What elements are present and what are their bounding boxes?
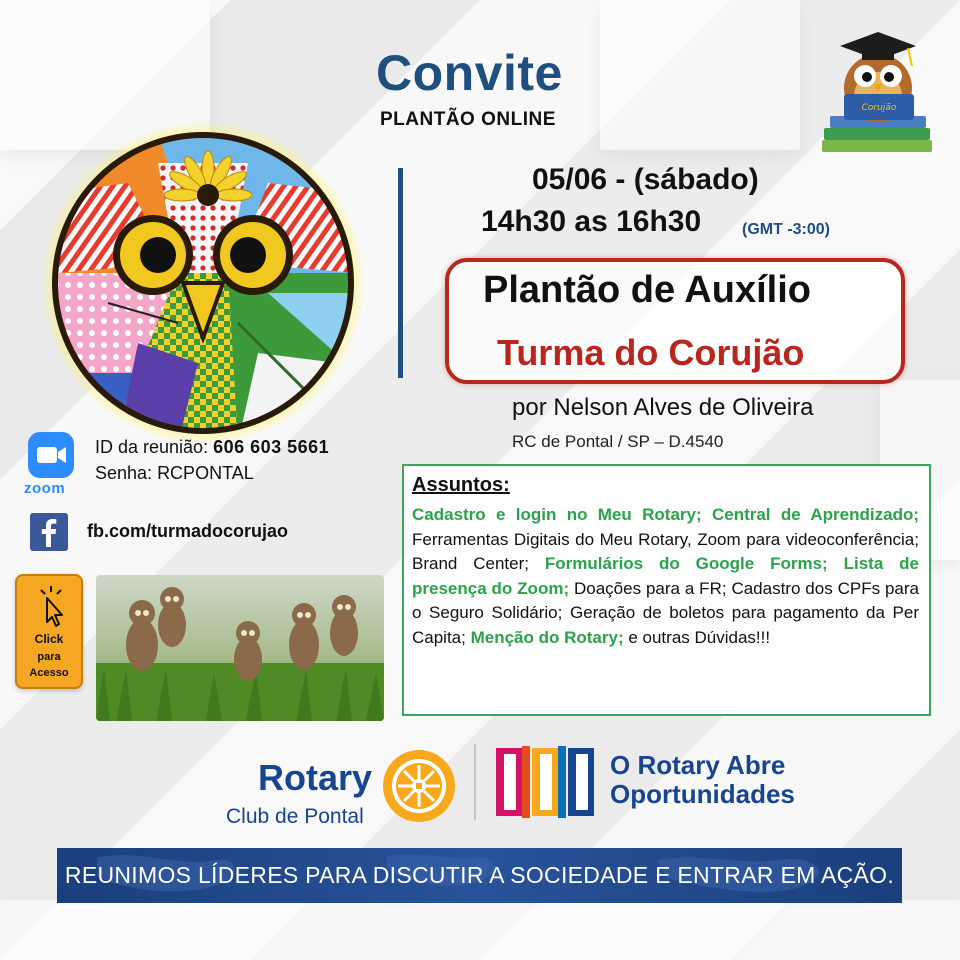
topics-box (402, 464, 931, 716)
rotary-slogan-line-1: O Rotary Abre (610, 750, 786, 780)
meeting-password-label: Senha: (95, 463, 158, 483)
event-time: 14h30 as 16h30 (481, 205, 702, 238)
access-button-label-1: Click (34, 632, 64, 646)
rotary-slogan (610, 751, 795, 809)
topic-highlight: Cadastro e login no Meu Rotary; Central de Aprendizado; (412, 505, 919, 524)
event-date: 05/06 - (sábado) (532, 163, 759, 196)
presenter-club: RC de Pontal / SP – D.4540 (512, 432, 724, 451)
topic-text: Doações para a FR; Cadastro dos CPFs para o Seguro Solidário; Geração de boletos para pagamento da Per Capita; (412, 578, 919, 647)
background-tile (0, 900, 960, 960)
zoom-label: zoom (24, 480, 66, 497)
topic-text: Ferramentas Digitais do Meu Rotary, Zoom para videoconferência; Brand Center; (412, 529, 919, 573)
svg-text:Corujão: Corujão (861, 103, 897, 113)
page-title: Convite (376, 45, 563, 101)
facebook-icon[interactable] (30, 513, 68, 551)
topic-highlight: Menção do Rotary; (470, 627, 624, 647)
event-timezone: (GMT -3:00) (742, 221, 830, 238)
topics-heading: Assuntos: (412, 474, 510, 496)
open-doors-icon (494, 744, 596, 820)
access-button-label-3: Acesso (29, 667, 69, 679)
rotary-wheel-icon (379, 746, 459, 826)
club-name: Club de Pontal (226, 805, 364, 828)
zoom-icon[interactable] (28, 432, 74, 478)
topic-text: e outras Dúvidas!!! (623, 627, 771, 647)
owl-emblem-image (38, 123, 368, 443)
facebook-link[interactable]: fb.com/turmadocorujao (87, 521, 289, 541)
event-group-name: Turma do Corujão (497, 332, 805, 373)
meeting-id-label: ID da reunião: (95, 437, 214, 457)
topics-body (412, 503, 919, 650)
footer-divider (474, 744, 476, 820)
presenter-line (512, 394, 813, 422)
rotary-wordmark: Rotary (258, 757, 373, 798)
meeting-password (95, 463, 254, 484)
background-tile (600, 0, 800, 150)
access-button[interactable] (15, 574, 83, 689)
cursor-click-icon (36, 584, 66, 628)
meeting-id (95, 437, 329, 458)
page-subtitle: PLANTÃO ONLINE (380, 109, 556, 130)
access-button-label-2: para (37, 651, 61, 663)
footer-banner (57, 848, 902, 903)
presenter-prefix: por (512, 394, 554, 421)
owl-mascot-logo (820, 18, 938, 156)
event-title: Plantão de Auxílio (483, 269, 811, 311)
accent-bar (398, 168, 403, 378)
presenter-name: Nelson Alves de Oliveira (553, 394, 814, 421)
topic-highlight: Formulários do Google Forms; Lista de presença do Zoom; (412, 554, 920, 598)
rotary-slogan-line-2: Oportunidades (610, 779, 795, 809)
meeting-id-value: 606 603 5661 (213, 437, 330, 457)
meeting-password-value: RCPONTAL (157, 463, 254, 483)
footer-banner-text: REUNIMOS LÍDERES PARA DISCUTIR A SOCIEDADE E ENTRAR EM AÇÃO. (64, 862, 895, 888)
owls-photo (96, 575, 384, 721)
